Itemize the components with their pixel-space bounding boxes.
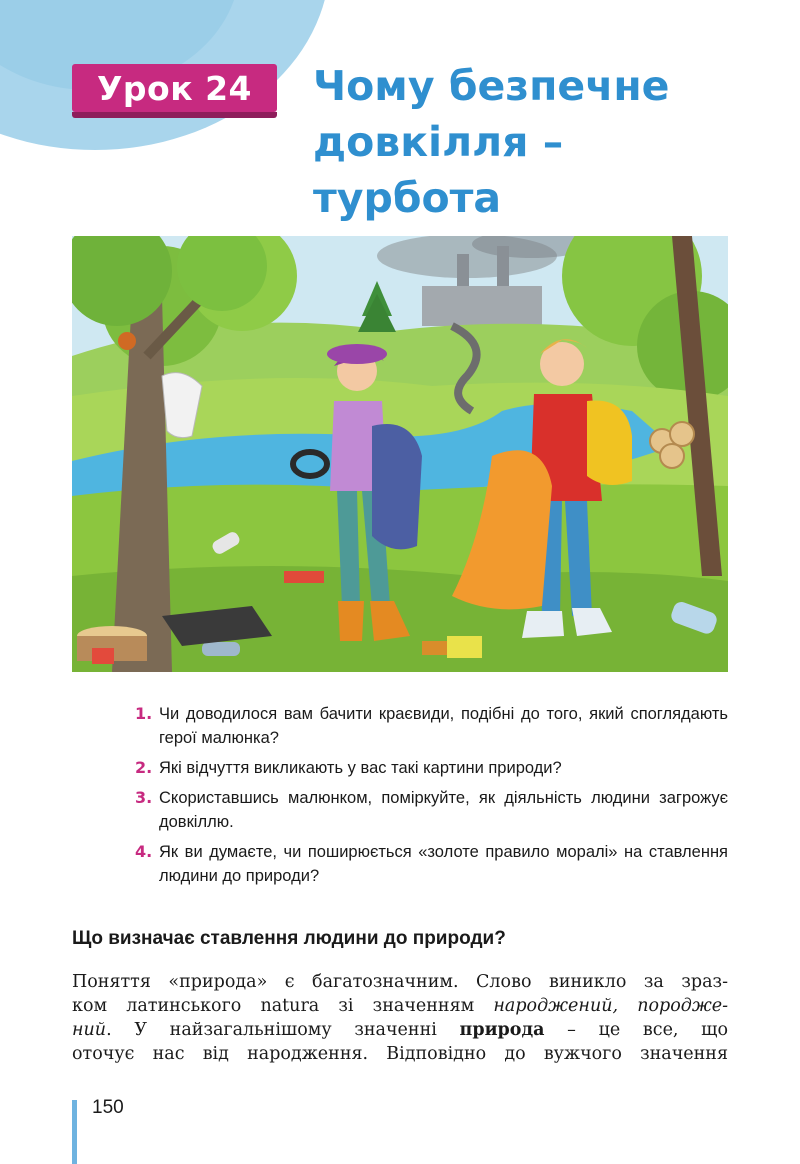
questions-list	[135, 702, 728, 894]
body-bold-term: природа	[459, 1020, 545, 1040]
question-text: Чи доводилося вам бачити краєвиди, подібні до того, який споглядають герої малюнка?	[159, 705, 728, 747]
question-item	[135, 702, 728, 750]
title-line-2: довкілля – турбота	[313, 118, 564, 222]
question-number: 4.	[135, 842, 153, 861]
question-text: Скориставшись малюнком, поміркуйте, як діяльність людини загрожує довкіллю.	[159, 789, 728, 831]
question-item	[135, 840, 728, 888]
question-item	[135, 756, 728, 780]
body-text-run: оточує нас від народження. Відповідно до вужчого значення	[72, 1044, 728, 1064]
body-text-run: – це все, що	[544, 1020, 728, 1040]
question-item	[135, 786, 728, 834]
body-line	[72, 994, 728, 1018]
body-italic-term: ний	[72, 1020, 107, 1040]
lesson-badge: Урок 24	[72, 64, 277, 112]
question-number: 1.	[135, 704, 153, 723]
body-line	[72, 1018, 728, 1042]
body-text-run: Поняття «природа» є багатозначним. Слово виникло за зраз-	[72, 972, 728, 992]
body-italic-term: народжений, породже-	[493, 996, 728, 1016]
body-paragraph	[72, 970, 728, 1066]
section-heading: Що визначає ставлення людини до природи?	[72, 928, 506, 949]
body-line	[72, 970, 728, 994]
body-line	[72, 1042, 728, 1066]
body-text-run: . У найзагальнішому значенні	[106, 1020, 460, 1040]
question-number: 2.	[135, 758, 153, 777]
title-line-1: Чому безпечне	[313, 62, 670, 110]
question-number: 3.	[135, 788, 153, 807]
page-margin-bar	[72, 1100, 77, 1164]
question-text: Які відчуття викликають у вас такі картини природи?	[159, 759, 562, 777]
page-number: 150	[92, 1097, 124, 1118]
body-text-run: ком латинського natura зі значенням	[72, 996, 494, 1016]
polluted-landscape-illustration	[72, 236, 728, 672]
question-text: Як ви думаєте, чи поширюється «золоте правило моралі» на ставлення людини до природи?	[159, 843, 728, 885]
